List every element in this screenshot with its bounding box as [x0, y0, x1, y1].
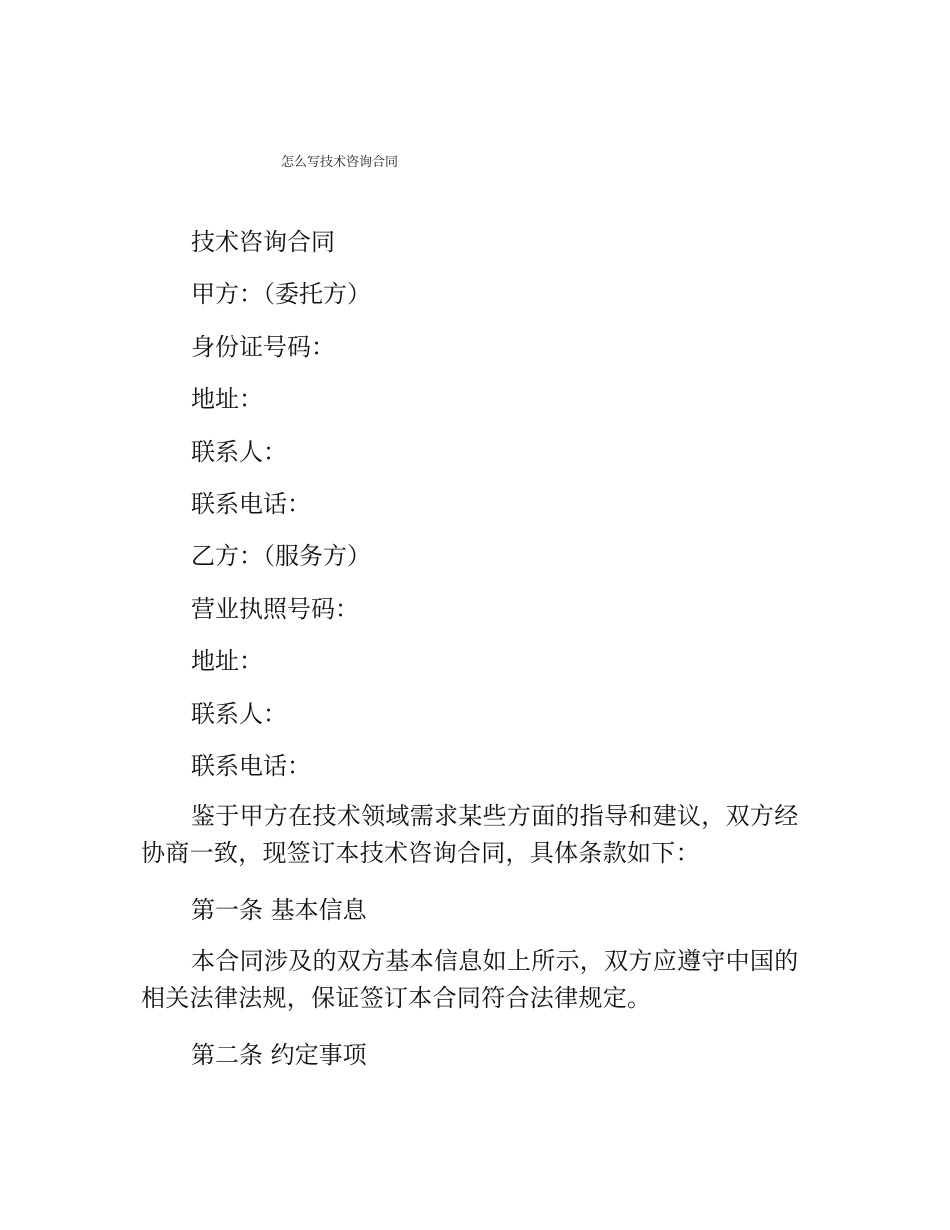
page-header-title: 怎么写技术咨询合同 [281, 155, 399, 170]
party-a-contact-person: 联系人： [191, 437, 287, 466]
party-b-license-number: 营业执照号码： [191, 594, 359, 623]
article-1-heading: 第一条 基本信息 [191, 896, 367, 925]
party-a-id-number: 身份证号码： [191, 332, 335, 361]
party-b-contact-phone: 联系电话： [191, 751, 311, 780]
party-a-label: 甲方：（委托方） [191, 280, 371, 309]
party-a-contact-phone: 联系电话： [191, 489, 311, 518]
party-b-address: 地址： [191, 647, 263, 676]
article-1-text: 本合同涉及的双方基本信息如上所示，双方应遵守中国的相关法律法规，保证签订本合同符合法律规定。 [141, 946, 799, 1012]
party-a-address: 地址： [191, 385, 263, 414]
contract-title: 技术咨询合同 [191, 228, 335, 256]
document-body [141, 222, 813, 1087]
preamble-paragraph: 鉴于甲方在技术领域需求某些方面的指导和建议，双方经协商一致，现签订本技术咨询合同，具体条款如下： [141, 802, 799, 868]
party-b-label: 乙方：（服务方） [191, 542, 371, 571]
party-b-contact-person: 联系人： [191, 699, 287, 728]
article-2-heading: 第二条 约定事项 [191, 1040, 367, 1069]
